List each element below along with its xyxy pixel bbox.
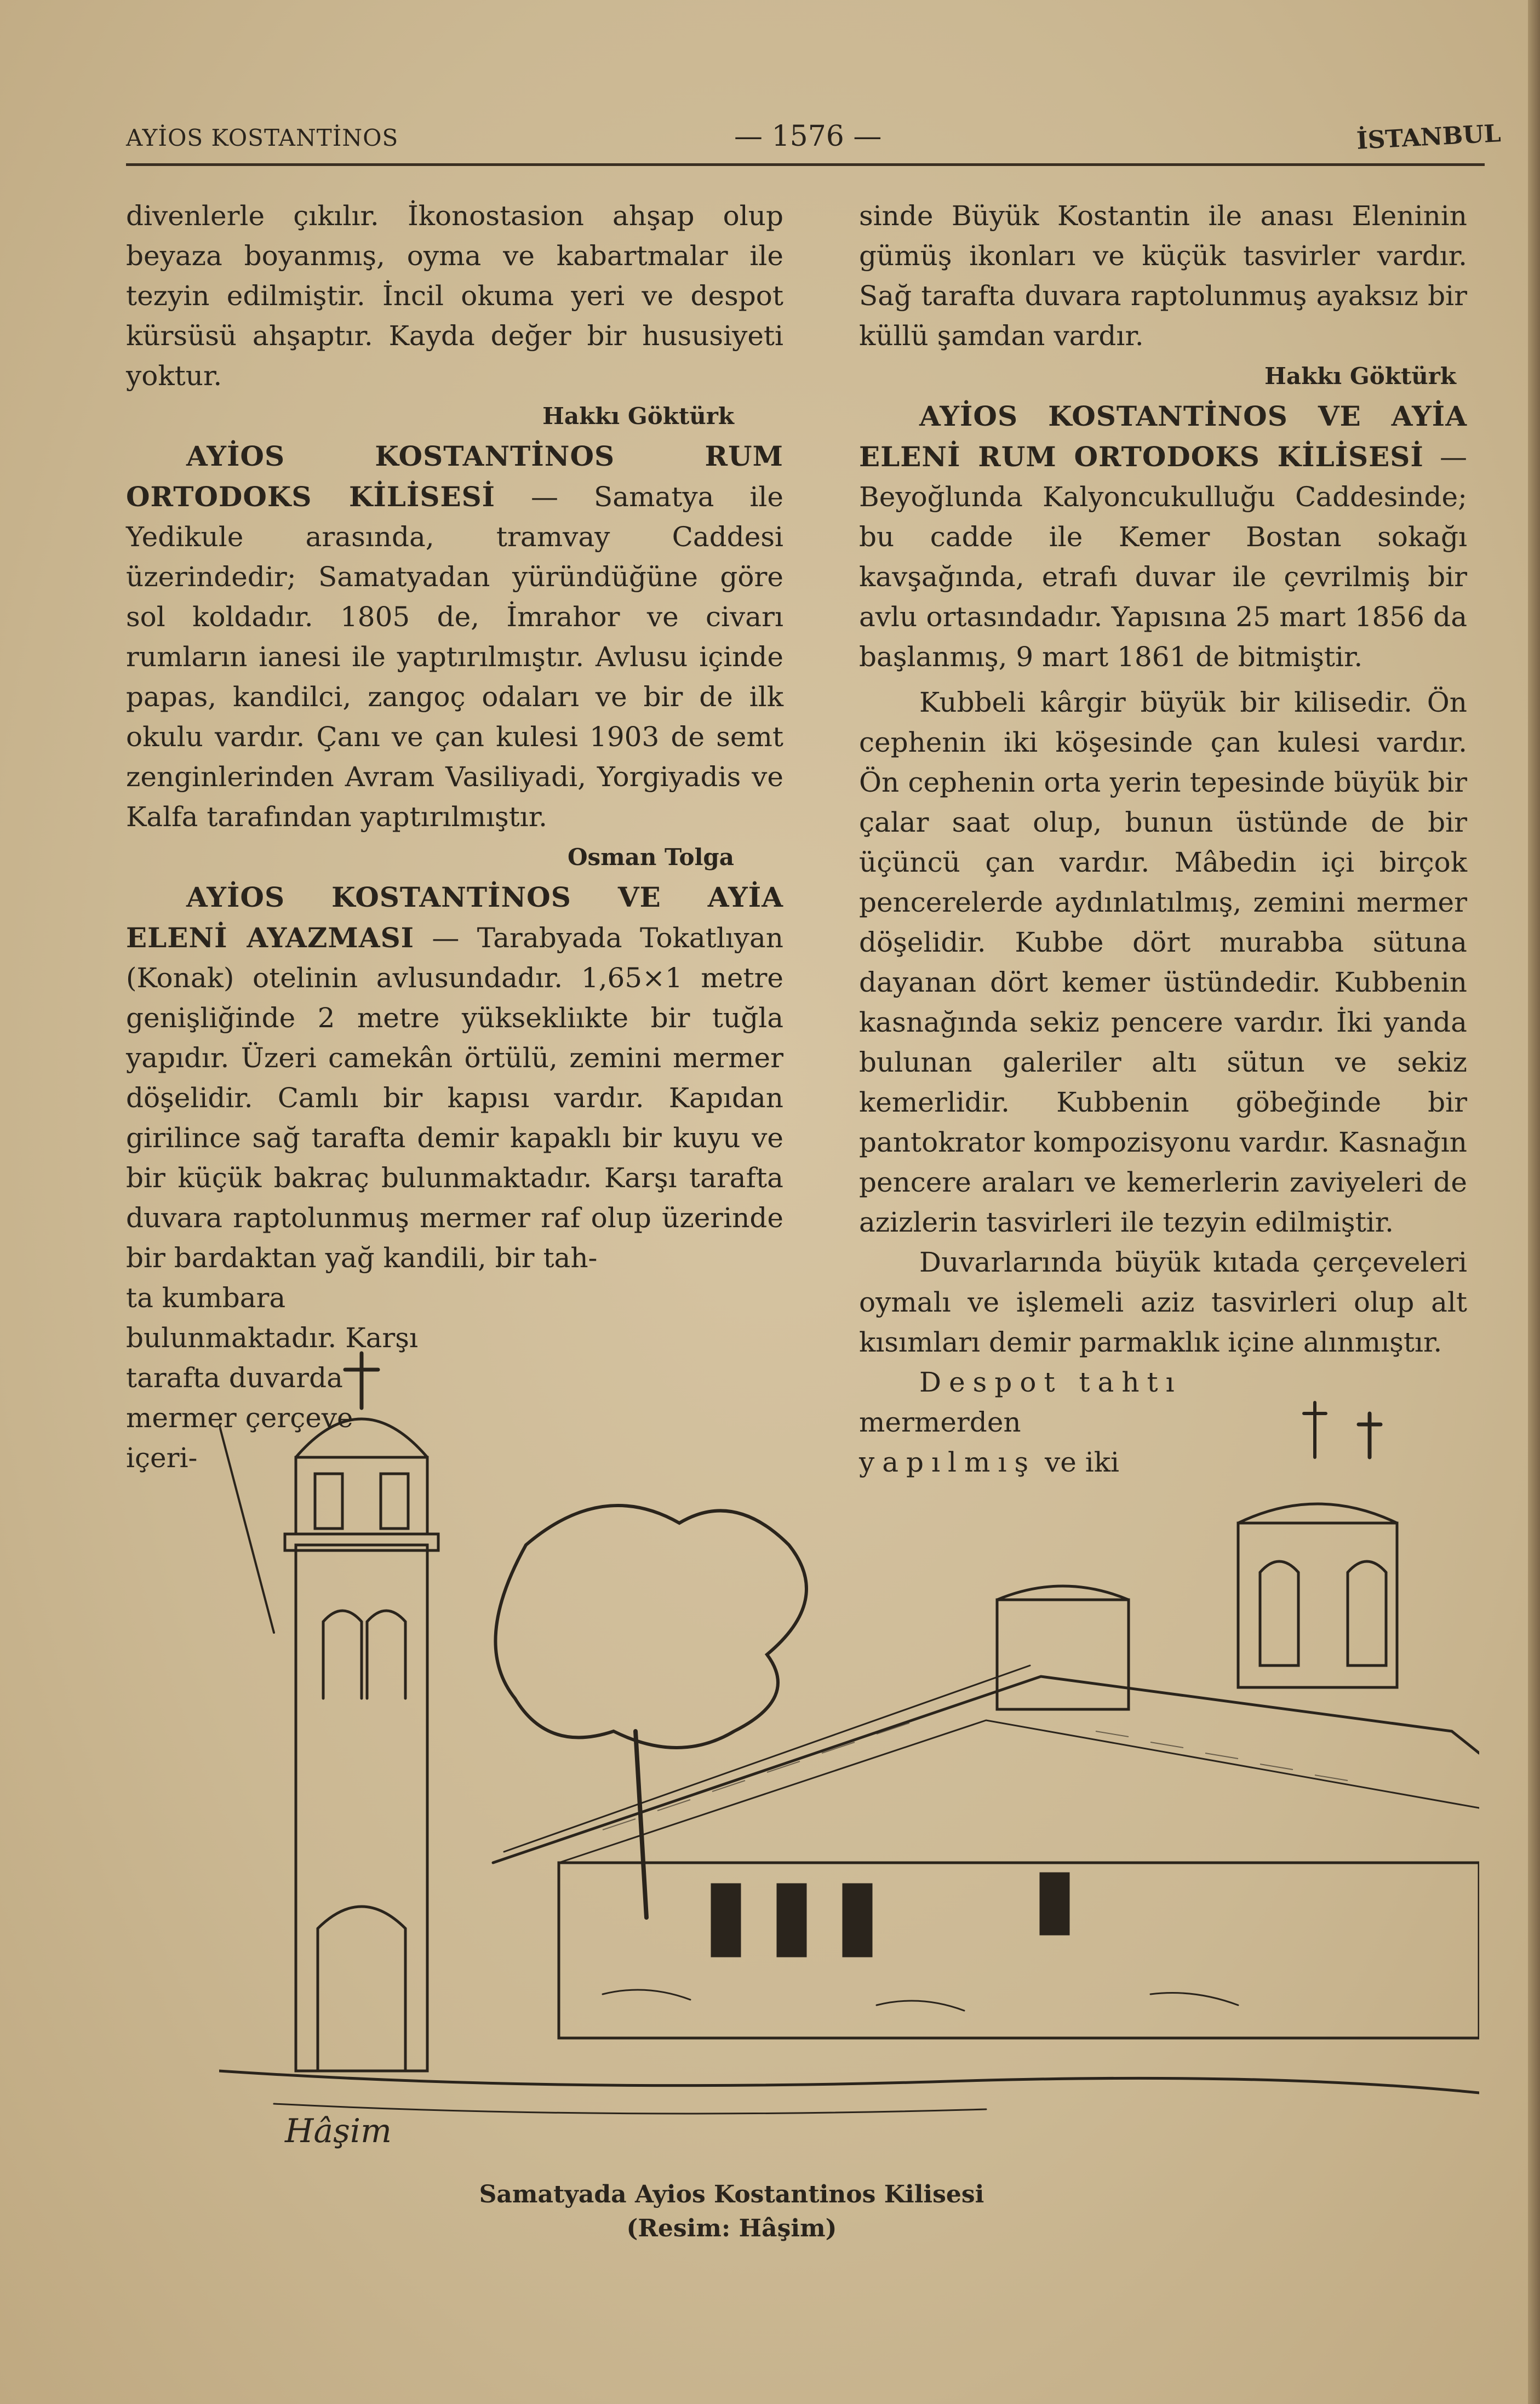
paragraph: Kubbeli kârgir büyük bir kilisedir. Ön cephenin iki köşesinde çan kulesi vardır. Ön cephenin orta yerin tepesinde büyük bir çalar saat olup, bunun üstünde de bir üçüncü çan vardır. Mâbedin içi birçok pencerelerde aydınlatılmış, zemini mermer döşelidir. Kubbe dört murabba sütuna dayanan dört kemer üstündedir. Kubbenin kasnağında sekiz pencere vardır. İki yanda bulunan galeriler altı sütun ve sekiz kemerlidir. Kubbenin göbeğinde bir pantokrator kompozisyonu vardır. Kasnağın pencere araları ve kemerlerin zaviyeleri de azizlerin tasvirleri ile tezyin edilmiştir. — [859, 686, 1467, 1238]
article-heading: AYİOS KOSTANTİNOS VE AYİA ELENİ AYAZMASI — [126, 881, 783, 954]
paragraph: divenlerle çıkılır. İkonostasion ahşap olup beyaza boyanmış, oyma ve kabartmalar ile tezyin edilmiştir. İncil okuma yeri ve despot kürsüsü ahşaptır. Kayda değer bir hususiyeti yoktur. — [126, 200, 783, 392]
caption-credit: (Resim: Hâşim) — [626, 2214, 837, 2242]
article-heading: AYİOS KOSTANTİNOS VE AYİA ELENİ RUM ORTODOKS KİLİSESİ — [859, 400, 1467, 473]
text: ve iki — [1036, 1446, 1120, 1478]
right-column — [859, 196, 1467, 1483]
author-signature: Osman Tolga — [567, 844, 734, 871]
article-paragraph — [859, 396, 1467, 677]
caption-title: Samatyada Ayios Kostantinos Kilisesi — [479, 2180, 984, 2208]
running-header — [126, 118, 1501, 156]
figure-caption — [0, 2178, 1540, 2246]
header-left-title: AYİOS KOSTANTİNOS — [126, 124, 399, 151]
paragraph: Duvarlarında büyük kıtada çerçeveleri oymalı ve işlemeli aziz tasvirleri olup alt kısımları demir parmaklık içine alınmıştır. — [859, 1246, 1467, 1358]
page-number: — 1576 — — [734, 120, 882, 153]
author-signature: Hakkı Göktürk — [1264, 363, 1456, 390]
spaced-text: yapılmış — [859, 1446, 1037, 1478]
article-body: — Tarabyada Tokatlıyan (Konak) otelinin avlusundadır. 1,65×1 metre genişliğinde 2 metre yüksekliıkte bir tuğla yapıdır. Üzeri camekân örtülü, zemini mermer döşelidir. Camlı bir kapısı vardır. Kapıdan girilince sağ tarafta demir kapaklı bir kuyu ve bir küçük bakraç bulunmaktadır. Karşı tarafta duvara raptolunmuş mermer raf olup üzerinde bir bardaktan yağ kandili, bir tah- — [126, 922, 783, 1274]
article-paragraph — [126, 877, 783, 1278]
text: mermerden — [859, 1406, 1021, 1438]
article-continuation: ta kumbara bulunmaktadır. Karşı tarafta duvarda mermer çerçeve içeri- — [126, 1282, 418, 1474]
header-rule — [126, 163, 1485, 166]
article-body: — Beyoğlunda Kalyoncukulluğu Caddesinde; bu cadde ile Kemer Bostan sokağı kavşağında, etrafı duvar ile çevrilmiş bir avlu ortasındadır. Yapısına 25 mart 1856 da başlanmış, 9 mart 1861 de bitmiştir. — [859, 441, 1467, 673]
header-right-title: İSTANBUL — [1356, 119, 1502, 155]
artist-signature: Hâşim — [285, 2112, 392, 2150]
article-body: — Samatya ile Yedikule arasında, tramvay Caddesi üzerindedir; Samatyadan yüründüğüne göre sol koldadır. 1805 de, İmrahor ve civarı rumların ianesi ile yaptırılmıştır. Avlusu içinde papas, kandilci, zangoç odaları ve bir de ilk okulu vardır. Çanı ve çan kulesi 1903 de semt zenginlerinden Avram Vasiliyadi, Yorgiyadis ve Kalfa tarafından yaptırılmıştır. — [126, 481, 784, 833]
left-column — [126, 196, 783, 1478]
church-illustration — [219, 1315, 1479, 2170]
article-heading: AYİOS KOSTANTİNOS RUM ORTODOKS KİLİSESİ — [126, 440, 783, 513]
author-signature: Hakkı Göktürk — [542, 403, 734, 430]
paragraph: sinde Büyük Kostantin ile anası Eleninin gümüş ikonları ve küçük tasvirler vardır. Sağ tarafta duvara raptolunmuş ayaksız bir küllü şamdan vardır. — [859, 200, 1467, 352]
spaced-text: Despot tahtı — [919, 1366, 1182, 1398]
page-edge — [1528, 0, 1540, 2404]
article-paragraph — [126, 436, 783, 837]
